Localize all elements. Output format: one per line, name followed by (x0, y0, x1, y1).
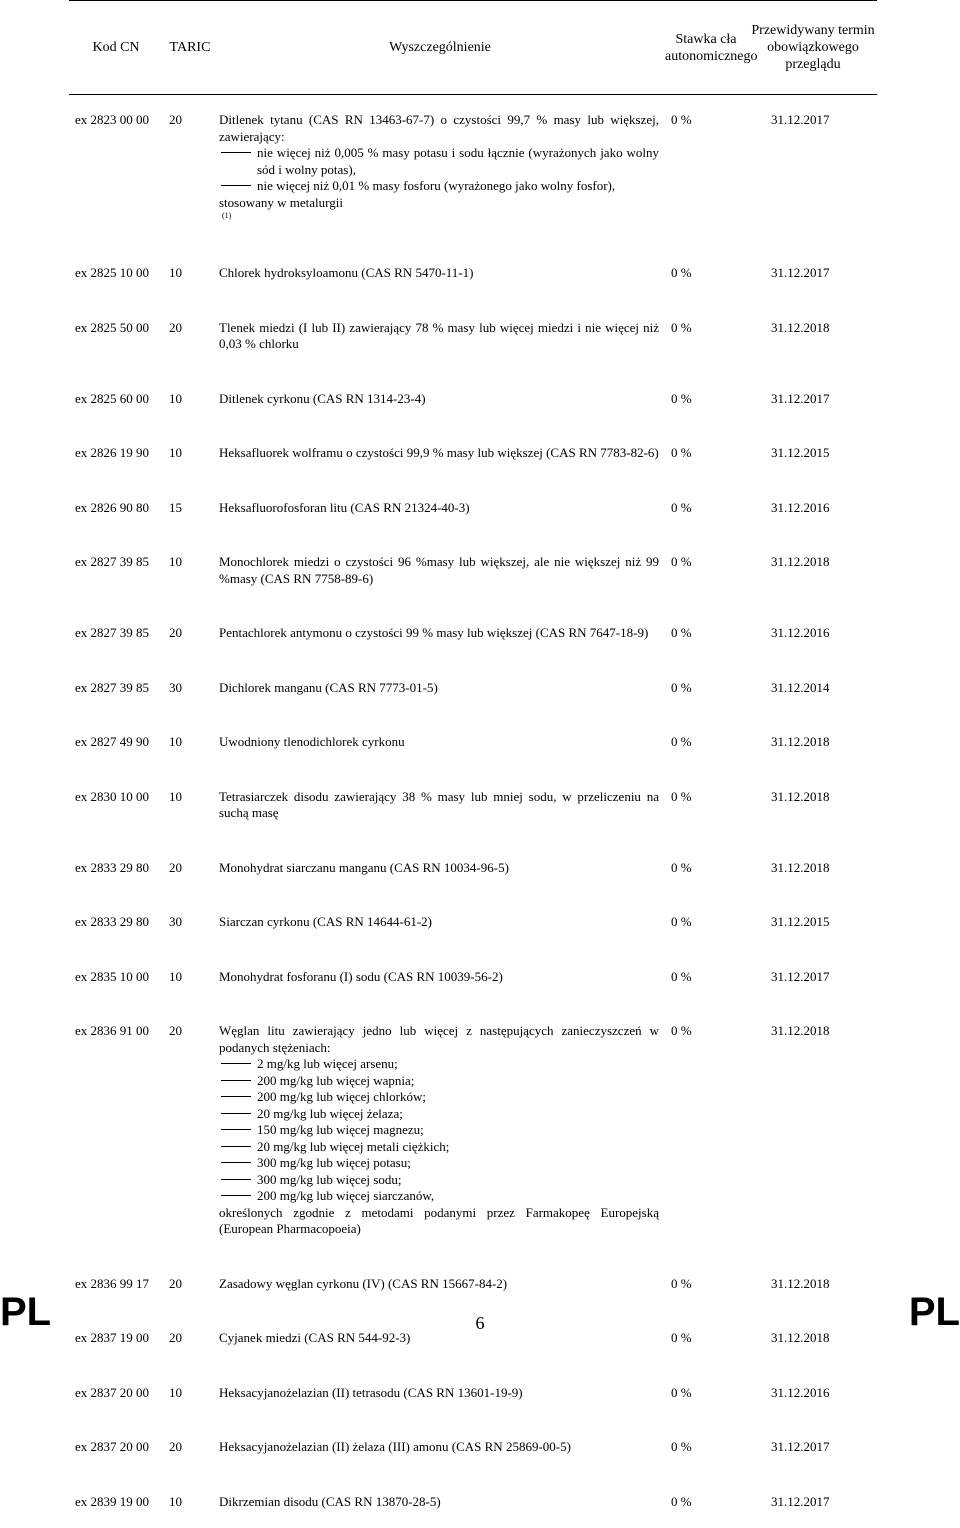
em-dash-marker (221, 185, 251, 186)
indent-item-text: 20 mg/kg lub więcej żelaza; (257, 1106, 403, 1123)
description-cell (217, 1365, 663, 1420)
duty-rate-cell: 0 % (663, 1365, 749, 1420)
description-indent-item (219, 145, 659, 178)
cn-code-cell: ex 2827 39 85 (69, 660, 163, 715)
em-dash-marker (221, 1162, 251, 1163)
taric-cell: 10 (163, 371, 217, 426)
table-row (69, 1419, 877, 1474)
cn-code-cell: ex 2825 60 00 (69, 371, 163, 426)
description-closing-text: stosowany w metalurgii (219, 195, 659, 212)
description-cell (217, 769, 663, 840)
table-row (69, 534, 877, 605)
duty-rate-cell: 0 % (663, 1474, 749, 1528)
description-cell (217, 300, 663, 371)
review-date-cell: 31.12.2018 (749, 1310, 877, 1365)
description-text: Monohydrat siarczanu manganu (CAS RN 10034-96-5) (219, 860, 659, 877)
review-date-cell: 31.12.2016 (749, 1365, 877, 1420)
taric-cell: 10 (163, 241, 217, 300)
table-row (69, 1003, 877, 1256)
indent-item-text: 200 mg/kg lub więcej wapnia; (257, 1073, 414, 1090)
description-text: Monochlorek miedzi o czystości 96 %masy lub większej, ale nie większej niż 99 %masy (CAS RN 7758-89-6) (219, 554, 659, 587)
cn-code-cell: ex 2827 39 85 (69, 534, 163, 605)
description-text: Cyjanek miedzi (CAS RN 544-92-3) (219, 1330, 659, 1347)
taric-cell: 10 (163, 425, 217, 480)
description-text: Dikrzemian disodu (CAS RN 13870-28-5) (219, 1494, 659, 1511)
description-text: Heksacyjanożelazian (II) żelaza (III) amonu (CAS RN 25869-00-5) (219, 1439, 659, 1456)
description-cell (217, 605, 663, 660)
description-cell (217, 1256, 663, 1311)
footer-country-right: PL (909, 1292, 960, 1332)
review-date-cell: 31.12.2015 (749, 425, 877, 480)
cn-code-cell: ex 2836 99 17 (69, 1256, 163, 1311)
duty-rate-cell: 0 % (663, 534, 749, 605)
review-date-cell: 31.12.2018 (749, 1003, 877, 1256)
description-text: Tlenek miedzi (I lub II) zawierający 78 % masy lub więcej miedzi i nie więcej niż 0,03 % chlorku (219, 320, 659, 353)
description-cell (217, 534, 663, 605)
table-row (69, 714, 877, 769)
description-text: Heksafluorofosforan litu (CAS RN 21324-40-3) (219, 500, 659, 517)
cn-code-cell: ex 2830 10 00 (69, 769, 163, 840)
review-date-cell: 31.12.2017 (749, 371, 877, 426)
footer-country-left: PL (0, 1292, 51, 1332)
taric-cell: 10 (163, 769, 217, 840)
review-date-cell: 31.12.2018 (749, 534, 877, 605)
em-dash-marker (221, 152, 251, 153)
table-row (69, 660, 877, 715)
indent-item-text: 20 mg/kg lub więcej metali ciężkich; (257, 1139, 449, 1156)
indent-item-text: 2 mg/kg lub więcej arsenu; (257, 1056, 398, 1073)
description-text: Dichlorek manganu (CAS RN 7773-01-5) (219, 680, 659, 697)
review-date-cell: 31.12.2017 (749, 1419, 877, 1474)
review-date-cell: 31.12.2016 (749, 605, 877, 660)
description-text: Uwodniony tlenodichlorek cyrkonu (219, 734, 659, 751)
duty-rate-cell: 0 % (663, 894, 749, 949)
description-text: Monohydrat fosforanu (I) sodu (CAS RN 10039-56-2) (219, 969, 659, 986)
duty-rate-cell: 0 % (663, 1256, 749, 1311)
duty-rate-cell: 0 % (663, 480, 749, 535)
description-text: Chlorek hydroksyloamonu (CAS RN 5470-11-1) (219, 265, 659, 282)
cn-code-cell: ex 2837 20 00 (69, 1419, 163, 1474)
duty-rate-cell: 0 % (663, 371, 749, 426)
review-date-cell: 31.12.2017 (749, 949, 877, 1004)
duty-rate-cell: 0 % (663, 949, 749, 1004)
cn-code-cell: ex 2837 19 00 (69, 1310, 163, 1365)
table-row (69, 605, 877, 660)
review-date-cell: 31.12.2017 (749, 1474, 877, 1528)
indent-item-text: 200 mg/kg lub więcej chlorków; (257, 1089, 426, 1106)
cn-code-cell: ex 2833 29 80 (69, 840, 163, 895)
cn-code-cell: ex 2825 10 00 (69, 241, 163, 300)
cn-code-cell: ex 2839 19 00 (69, 1474, 163, 1528)
description-indent-item (219, 1122, 659, 1139)
description-text: Tetrasiarczek disodu zawierający 38 % masy lub mniej sodu, w przeliczeniu na suchą masę (219, 789, 659, 822)
review-date-cell: 31.12.2014 (749, 660, 877, 715)
duty-rate-cell: 0 % (663, 660, 749, 715)
duty-rate-cell: 0 % (663, 425, 749, 480)
cn-code-cell: ex 2825 50 00 (69, 300, 163, 371)
em-dash-marker (221, 1113, 251, 1114)
table-row (69, 371, 877, 426)
description-cell (217, 714, 663, 769)
duty-rate-cell: 0 % (663, 769, 749, 840)
taric-cell: 20 (163, 1256, 217, 1311)
cn-code-cell: ex 2826 19 90 (69, 425, 163, 480)
description-closing-text: określonych zgodnie z metodami podanymi przez Farmakopeę Europejską (European Pharmacopoeia) (219, 1205, 659, 1238)
table-row (69, 95, 877, 242)
description-indent-item (219, 1056, 659, 1073)
em-dash-marker (221, 1195, 251, 1196)
em-dash-marker (221, 1179, 251, 1180)
table-row (69, 1256, 877, 1311)
cn-code-cell: ex 2837 20 00 (69, 1365, 163, 1420)
description-text: Siarczan cyrkonu (CAS RN 14644-61-2) (219, 914, 659, 931)
review-date-cell: 31.12.2017 (749, 95, 877, 242)
taric-cell: 30 (163, 894, 217, 949)
review-date-cell: 31.12.2018 (749, 840, 877, 895)
header-review-date: Przewidywany termin obowiązkowego przeglądu (749, 1, 877, 95)
taric-cell: 10 (163, 949, 217, 1004)
description-cell (217, 425, 663, 480)
cn-code-cell: ex 2823 00 00 (69, 95, 163, 242)
em-dash-marker (221, 1080, 251, 1081)
table-row (69, 425, 877, 480)
table-header-row (69, 1, 877, 95)
review-date-cell: 31.12.2018 (749, 769, 877, 840)
cn-code-cell: ex 2826 90 80 (69, 480, 163, 535)
taric-cell: 20 (163, 1003, 217, 1256)
header-description: Wyszczególnienie (217, 1, 663, 95)
description-cell (217, 894, 663, 949)
duty-rate-cell: 0 % (663, 840, 749, 895)
description-indent-item (219, 178, 659, 195)
cn-code-cell: ex 2833 29 80 (69, 894, 163, 949)
taric-cell: 20 (163, 1310, 217, 1365)
description-indent-item (219, 1089, 659, 1106)
table-row (69, 1365, 877, 1420)
indent-item-text: 300 mg/kg lub więcej sodu; (257, 1172, 401, 1189)
review-date-cell: 31.12.2018 (749, 300, 877, 371)
description-text: Zasadowy węglan cyrkonu (IV) (CAS RN 15667-84-2) (219, 1276, 659, 1293)
em-dash-marker (221, 1129, 251, 1130)
indent-item-text: nie więcej niż 0,01 % masy fosforu (wyrażonego jako wolny fosfor), (257, 178, 615, 195)
description-indent-item (219, 1106, 659, 1123)
description-text: Heksacyjanożelazian (II) tetrasodu (CAS RN 13601-19-9) (219, 1385, 659, 1402)
table-row (69, 480, 877, 535)
description-cell (217, 371, 663, 426)
taric-cell: 20 (163, 95, 217, 242)
taric-cell: 10 (163, 714, 217, 769)
tariff-table (69, 0, 877, 1528)
em-dash-marker (221, 1096, 251, 1097)
table-row (69, 1474, 877, 1528)
em-dash-marker (221, 1146, 251, 1147)
description-cell (217, 840, 663, 895)
description-text: Pentachlorek antymonu o czystości 99 % masy lub większej (CAS RN 7647-18-9) (219, 625, 659, 642)
header-taric: TARIC (163, 1, 217, 95)
taric-cell: 10 (163, 534, 217, 605)
table-row (69, 300, 877, 371)
description-text: Heksafluorek wolframu o czystości 99,9 % masy lub większej (CAS RN 7783-82-6) (219, 445, 659, 462)
header-kod-cn: Kod CN (69, 1, 163, 95)
duty-rate-cell: 0 % (663, 1310, 749, 1365)
description-text: Ditlenek tytanu (CAS RN 13463-67-7) o czystości 99,7 % masy lub większej, zawierający: (219, 112, 659, 145)
review-date-cell: 31.12.2018 (749, 1256, 877, 1311)
description-indent-item (219, 1155, 659, 1172)
tariff-table-container (69, 0, 877, 1528)
cn-code-cell: ex 2827 39 85 (69, 605, 163, 660)
table-row (69, 949, 877, 1004)
description-text: Ditlenek cyrkonu (CAS RN 1314-23-4) (219, 391, 659, 408)
table-row (69, 769, 877, 840)
duty-rate-cell: 0 % (663, 1003, 749, 1256)
indent-item-text: 300 mg/kg lub więcej potasu; (257, 1155, 411, 1172)
description-cell (217, 1003, 663, 1256)
indent-item-text: 200 mg/kg lub więcej siarczanów, (257, 1188, 434, 1205)
description-cell (217, 949, 663, 1004)
description-indent-item (219, 1139, 659, 1156)
duty-rate-cell: 0 % (663, 95, 749, 242)
duty-rate-cell: 0 % (663, 1419, 749, 1474)
indent-item-text: 150 mg/kg lub więcej magnezu; (257, 1122, 424, 1139)
taric-cell: 20 (163, 605, 217, 660)
duty-rate-cell: 0 % (663, 714, 749, 769)
taric-cell: 20 (163, 840, 217, 895)
indent-item-text: nie więcej niż 0,005 % masy potasu i sodu łącznie (wyrażonych jako wolny sód i wolny potas), (257, 145, 659, 178)
duty-rate-cell: 0 % (663, 605, 749, 660)
taric-cell: 20 (163, 300, 217, 371)
cn-code-cell: ex 2827 49 90 (69, 714, 163, 769)
header-duty-rate: Stawka cła autonomicznego (663, 1, 749, 95)
description-cell (217, 241, 663, 300)
description-cell (217, 480, 663, 535)
cn-code-cell: ex 2836 91 00 (69, 1003, 163, 1256)
taric-cell: 30 (163, 660, 217, 715)
review-date-cell: 31.12.2017 (749, 241, 877, 300)
taric-cell: 20 (163, 1419, 217, 1474)
review-date-cell: 31.12.2018 (749, 714, 877, 769)
table-row (69, 241, 877, 300)
review-date-cell: 31.12.2016 (749, 480, 877, 535)
page-number: 6 (0, 1313, 960, 1334)
duty-rate-cell: 0 % (663, 241, 749, 300)
table-row (69, 840, 877, 895)
footnote-marker: (1) (219, 211, 659, 221)
description-cell (217, 95, 663, 242)
description-cell (217, 1474, 663, 1528)
description-indent-item (219, 1188, 659, 1205)
em-dash-marker (221, 1063, 251, 1064)
table-row (69, 894, 877, 949)
duty-rate-cell: 0 % (663, 300, 749, 371)
description-indent-item (219, 1073, 659, 1090)
description-cell (217, 1419, 663, 1474)
taric-cell: 10 (163, 1365, 217, 1420)
taric-cell: 10 (163, 1474, 217, 1528)
description-text: Węglan litu zawierający jedno lub więcej z następujących zanieczyszczeń w podanych stężeniach: (219, 1023, 659, 1056)
description-cell (217, 660, 663, 715)
review-date-cell: 31.12.2015 (749, 894, 877, 949)
description-indent-item (219, 1172, 659, 1189)
taric-cell: 15 (163, 480, 217, 535)
cn-code-cell: ex 2835 10 00 (69, 949, 163, 1004)
